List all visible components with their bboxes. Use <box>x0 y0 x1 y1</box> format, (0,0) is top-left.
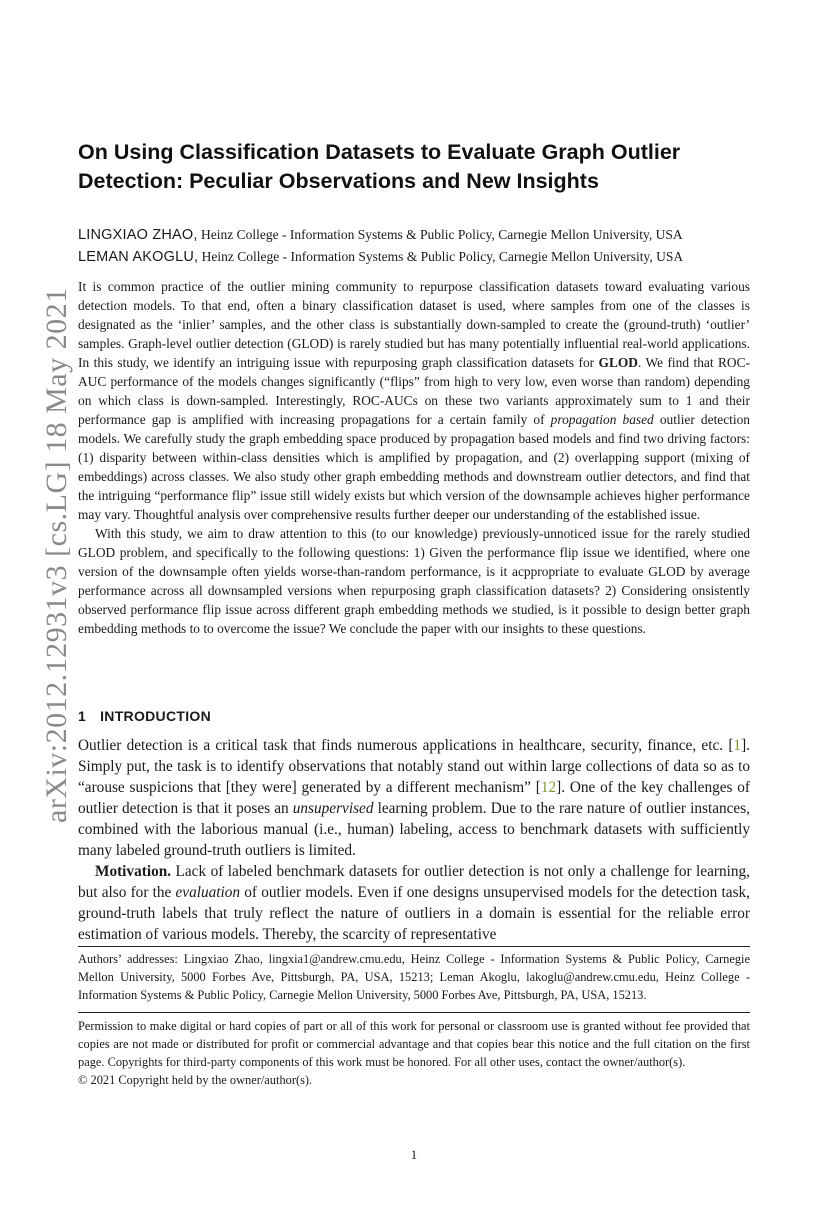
section-heading <box>78 708 211 724</box>
citation-link[interactable]: 1 <box>733 737 742 754</box>
body-paragraph <box>78 735 750 861</box>
body-italic-term: unsupervised <box>292 800 374 817</box>
abstract-paragraph: With this study, we aim to draw attention to this (to our knowledge) previously-unnoticed issue for the rarely studied GLOD problem, and specifically to the following questions: 1) Given the performance flip issue we identified, where one version of the downsample often yields worse-than-random performance, is it acppropriate to evaluate GLOD by average performance across all downsampled versions when repurposing graph classification datasets? 2) Considering onsistently observed performance flip issue across different graph embedding methods we studied, is it possible to design better graph embedding methods to to overcome the issue? We conclude the paper with our insights to these questions. <box>78 526 750 636</box>
author-name: LEMAN AKOGLU, <box>78 249 199 265</box>
arxiv-identifier: arXiv:2012.12931v3 [cs.LG] 18 May 2021 <box>40 287 73 823</box>
body-paragraph <box>78 861 750 945</box>
page-number: 1 <box>410 1148 418 1162</box>
body-text: of outlier models. Even if one designs unsupervised models for the detection task, ground-truth labels that truly reflect the nature of outliers in a domain is essential for the reliable error estimation of various models. Thereby, the scarcity of representative <box>78 884 750 943</box>
author-name: LINGXIAO ZHAO, <box>78 227 198 243</box>
author-list <box>78 224 758 268</box>
author-line <box>78 224 758 246</box>
abstract-bold-term: GLOD <box>598 355 638 370</box>
body-text: ]. One of the key challenges of outlier detection is that it poses an <box>78 779 750 817</box>
author-affiliation: Heinz College - Information Systems & Public Policy, Carnegie Mellon University, USA <box>198 249 684 264</box>
body-text: Outlier detection is a critical task that finds numerous applications in healthcare, security, finance, etc. [ <box>78 737 734 754</box>
author-affiliation: Heinz College - Information Systems & Public Policy, Carnegie Mellon University, USA <box>197 227 683 242</box>
section-title: INTRODUCTION <box>100 708 212 724</box>
permission-notice <box>78 1017 750 1089</box>
section-number: 1 <box>78 708 87 724</box>
body-italic-term: evaluation <box>175 884 241 901</box>
abstract-paragraph <box>78 277 750 524</box>
introduction-body <box>78 735 750 945</box>
paper-title: On Using Classification Datasets to Evaluate Graph Outlier Detection: Peculiar Observations and New Insights <box>78 140 681 193</box>
abstract-text: outlier detection models. We carefully study the graph embedding space produced by propagation based models and find two driving factors: (1) disparity between within-class densities which is amplified by propagation, and (2) overlapping support (mixing of embeddings) across classes. We also study other graph embedding methods and downstream outlier detectors, and find that the intriguing “performance flip” issue still widely exists but which version of the downsample achieves higher performance may vary. Thoughtful analysis over comprehensive results further deeper our understanding of the established issue. <box>78 412 751 522</box>
body-text: ]. Simply put, the task is to identify observations that notably stand out within large collections of data so as to “arouse suspicions that [they were] generated by a different mechanism” [ <box>78 737 750 796</box>
abstract <box>78 277 750 638</box>
citation-link[interactable]: 12 <box>540 779 557 796</box>
paragraph-heading: Motivation. <box>95 863 172 880</box>
author-addresses <box>78 950 750 1004</box>
abstract-text: It is common practice of the outlier mining community to repurpose classification datasets toward evaluating various detection models. To that end, often a binary classification dataset is used, where samples from one of the classes is designated as the ‘inlier’ samples, and the other class is substantially down-sampled to create the (ground-truth) ‘outlier’ samples. Graph-level outlier detection (GLOD) is rarely studied but has many potentially influential real-world applications. In this study, we identify an intriguing issue with repurposing graph classification datasets for <box>78 279 750 370</box>
footnote-text: Authors’ addresses: Lingxiao Zhao, lingxia1@andrew.cmu.edu, Heinz College - Information Systems & Public Policy, Carnegie Mellon University, 5000 Forbes Ave, Pittsburgh, PA, USA, 15213; Leman Akoglu, lakoglu@andrew.cmu.edu, Heinz College - Information Systems & Public Policy, Carnegie Mellon University, 5000 Forbes Ave, Pittsburgh, PA, USA, 15213. <box>78 952 750 1002</box>
body-text: learning problem. Due to the rare nature of outlier instances, combined with the laborious manual (i.e., human) labeling, access to benchmark datasets with sufficiently many labeled ground-truth outliers is limited. <box>78 800 750 859</box>
abstract-text: . We find that ROC-AUC performance of the models changes significantly (“flips” from high to very low, even worse than random) depending on which class is down-sampled. Interestingly, ROC-AUCs on these two variants approximately sum to 1 and their performance gap is amplified with increasing propagations for a certain family of <box>78 355 750 427</box>
footnote-divider <box>78 1012 750 1013</box>
body-text: Lack of labeled benchmark datasets for outlier detection is not only a challenge for learning, but also for the <box>78 863 750 901</box>
author-line <box>78 246 758 268</box>
footnote-text: Permission to make digital or hard copies of part or all of this work for personal or classroom use is granted without fee provided that copies are not made or distributed for profit or commercial advantage and that copies bear this notice and the full citation on the first page. Copyrights for third-party components of this work must be honored. For all other uses, contact the owner/author(s). <box>78 1019 750 1069</box>
copyright-notice: © 2021 Copyright held by the owner/author(s). <box>78 1073 313 1087</box>
footnote-divider <box>78 946 750 947</box>
arxiv-sidebar <box>18 228 73 838</box>
abstract-italic-term: propagation based <box>550 412 654 427</box>
